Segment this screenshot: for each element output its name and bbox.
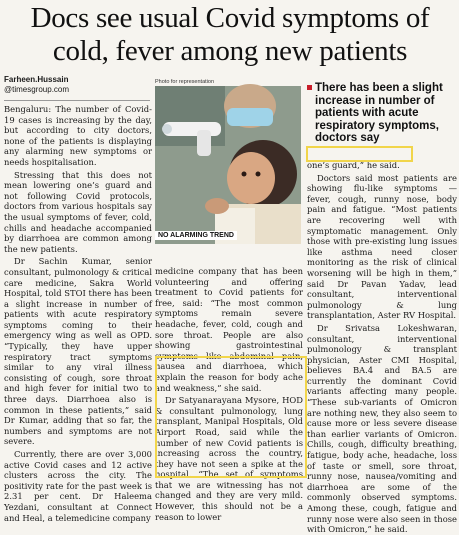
photo-illustration bbox=[155, 86, 301, 244]
paragraph: Stressing that this does not mean lowering one’s guard and not following Covid protocols, doctors from various hospitals say the usual symptoms of fever, cold, chills and headache accompanied by diarrhoea are common among the new patients. bbox=[4, 169, 152, 254]
highlight-box bbox=[306, 146, 413, 162]
photo-caption-text: NO ALARMING TREND bbox=[155, 231, 237, 240]
photo-credit: Photo for representation bbox=[155, 79, 215, 85]
paragraph: Dr Srivatsa Lokeshwaran, consultant, interventional pulmonology & transplant physician, Aster CMI Hospital, believes BA.4 and BA.5 are currently the dominant Covid variants affecting many people. “These sub-variants of Omicron are nothing new, they also seem to cause more or less severe disease than earlier variants of Omicron. Chills, cough, difficulty breathing, fatigue, body ache, headache, loss of taste or smell, sore throat, runny nose, nausea/vomiting and diarrhoea are some of the commonly observed symptoms. Among these, cough, fatigue and runny nose were also seen in those with Omicron,” he said. bbox=[307, 322, 457, 535]
paragraph: Bengaluru: The number of Covid-19 cases is increasing by the day, but according to city doctors, none of the patients is displaying any alarming new symptoms or needs hospitalisation. bbox=[4, 104, 152, 167]
byline-handle: @timesgroup.com bbox=[4, 85, 70, 94]
news-photo bbox=[155, 86, 301, 244]
headline: Docs see usual Covid symptoms of cold, fever among new patients bbox=[30, 2, 430, 67]
paragraph: one’s guard,” he said. bbox=[307, 160, 400, 170]
pullquote bbox=[307, 82, 457, 145]
photo-caption bbox=[155, 231, 301, 240]
highlight-box bbox=[155, 356, 307, 478]
paragraph: Doctors said most patients are showing flu-like symptoms — fever, cough, runny nose, body pain and fatigue. “Most patients are recovering well with symptomatic management. Only those with pre-existing lung issues like asthma need closer monitoring as the risk of clinical worsening will be high in them,” said Dr Pavan Yadav, lead consultant, interventional pulmonology & lung transplantation, Aster RV Hospital. bbox=[307, 172, 457, 321]
paragraph: Currently, there are over 3,000 active Covid cases and 12 active clusters across the city. The positivity rate for the past week is 2.31 per cent. Dr Haleema Yezdani, consultant at Connect and Heal, a telemedicine company bbox=[4, 449, 152, 523]
byline-divider bbox=[4, 100, 150, 101]
article-column-1 bbox=[4, 104, 152, 523]
paragraph: medicine company that has been volunteering and offering treatment to Covid patients for free, said: “The most common symptoms remain severe headache, fever, cold, cough and sore throat. People are also showing gastrointestinal symptoms like abdominal pain, nausea and diarrhoea, which explain the reason for body ache and weakness,” she said. bbox=[155, 266, 303, 393]
byline-name: Farheen.Hussain bbox=[4, 75, 69, 84]
article-column-3 bbox=[307, 160, 457, 535]
pullquote-text: There has been a slight increase in number of patients with acute respiratory symptoms, doctors say bbox=[315, 82, 443, 144]
bullet-square-icon bbox=[307, 85, 312, 90]
paragraph: Dr Sachin Kumar, senior consultant, pulmonology & critical care medicine, Sakra World Hospital, told STOI there has been a slight increase in number of patients with acute respiratory symptoms coming to their emergency wing as well as OPD. “Typically, they have upper respiratory tract symptoms similar to any viral illness consisting of cough, sore throat and high fever for initial two to three days. Diarrhoea also is common in these patients,” said Dr Kumar, adding that so far, the numbers and symptoms are not severe. bbox=[4, 256, 152, 447]
byline bbox=[4, 75, 69, 95]
paragraph: Dr Satyanarayana Mysore, HOD & consultant pulmonology, lung transplant, Manipal Hospitals, Old Airport Road, said while the number of new Covid patients is increasing across the country, they have not seen a spike at the hospital. “The set of symptoms that we are witnessing has not changed and they are very mild. However, this should not be a reason to lower bbox=[155, 395, 303, 522]
